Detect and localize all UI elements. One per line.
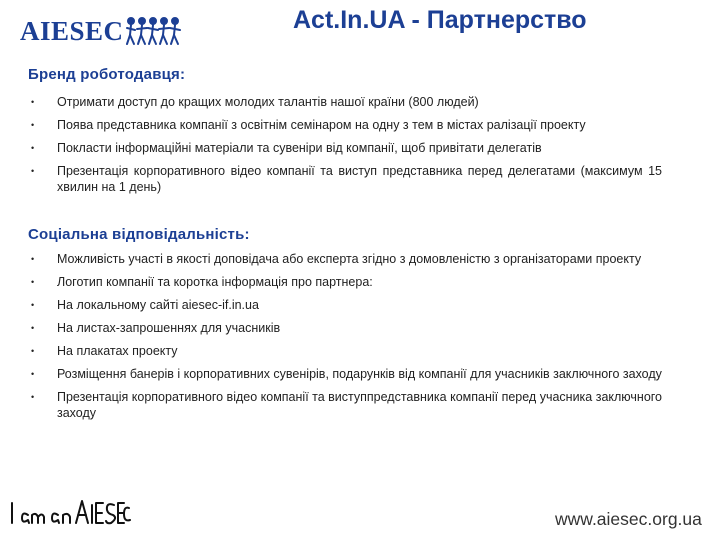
bullet-icon: • — [31, 346, 35, 356]
social-responsibility-list — [28, 251, 662, 428]
list-item-text: Покласти інформаційні матеріали та сувеніри від компанії, щоб привітати делегатів — [57, 141, 542, 155]
list-item — [28, 274, 662, 290]
website-url[interactable]: www.aiesec.org.ua — [555, 509, 702, 529]
employer-brand-list — [28, 94, 662, 202]
list-item-text: На листах-запрошеннях для учасників — [57, 321, 281, 335]
list-item — [28, 343, 662, 359]
list-item-text: Розміщення банерів і корпоративних сувенірів, подарунків від компанії для учасників заключного заходу — [57, 367, 662, 381]
bullet-icon: • — [31, 143, 35, 153]
list-item — [28, 297, 662, 313]
bullet-icon: • — [31, 369, 35, 379]
list-item — [28, 94, 662, 110]
bullet-icon: • — [31, 120, 35, 130]
list-item — [28, 117, 662, 133]
list-item-text: На плакатах проекту — [57, 344, 178, 358]
bullet-icon: • — [31, 300, 35, 310]
bullet-icon: • — [31, 277, 35, 287]
list-item-text: Презентація корпоративного відео компанії та виступ представника перед делегатами (максимум 15 хвилин на 1 день) — [57, 164, 662, 194]
bullet-icon: • — [31, 97, 35, 107]
aiesec-logo — [0, 14, 194, 48]
list-item-text: На локальному сайті aiesec-if.in.ua — [57, 298, 259, 312]
list-item-text: Логотип компанії та коротка інформація про партнера: — [57, 275, 373, 289]
list-item — [28, 251, 662, 267]
list-item-text: Презентація корпоративного відео компанії та виступпредставника компанії перед учасника заключного заходу — [57, 390, 663, 420]
bullet-icon: • — [31, 254, 35, 264]
list-item-text: Отримати доступ до кращих молодих талантів нашої країни (800 людей) — [57, 95, 479, 109]
people-figures-icon — [126, 16, 184, 46]
list-item-text: Можливість участі в якості доповідача або експерта згідно з домовленістю з організаторами проекту — [57, 252, 642, 266]
list-item — [28, 163, 662, 195]
list-item — [28, 140, 662, 156]
bullet-icon: • — [31, 323, 35, 333]
bullet-icon: • — [31, 166, 35, 176]
logo-text: AIESEC — [20, 15, 124, 46]
list-item — [28, 320, 662, 336]
page-title: Act.In.UA - Партнерство — [293, 6, 587, 34]
bullet-icon: • — [31, 392, 35, 402]
section-heading-employer-brand: Бренд роботодавця: — [28, 66, 186, 83]
i-am-an-aiesecer-signature — [8, 493, 132, 531]
list-item — [28, 366, 662, 382]
list-item-text: Поява представника компанії з освітнім семінаром на одну з тем в містах ралізації проекту — [57, 118, 586, 132]
section-heading-social-responsibility: Соціальна відповідальність: — [28, 226, 250, 243]
list-item — [28, 389, 662, 421]
